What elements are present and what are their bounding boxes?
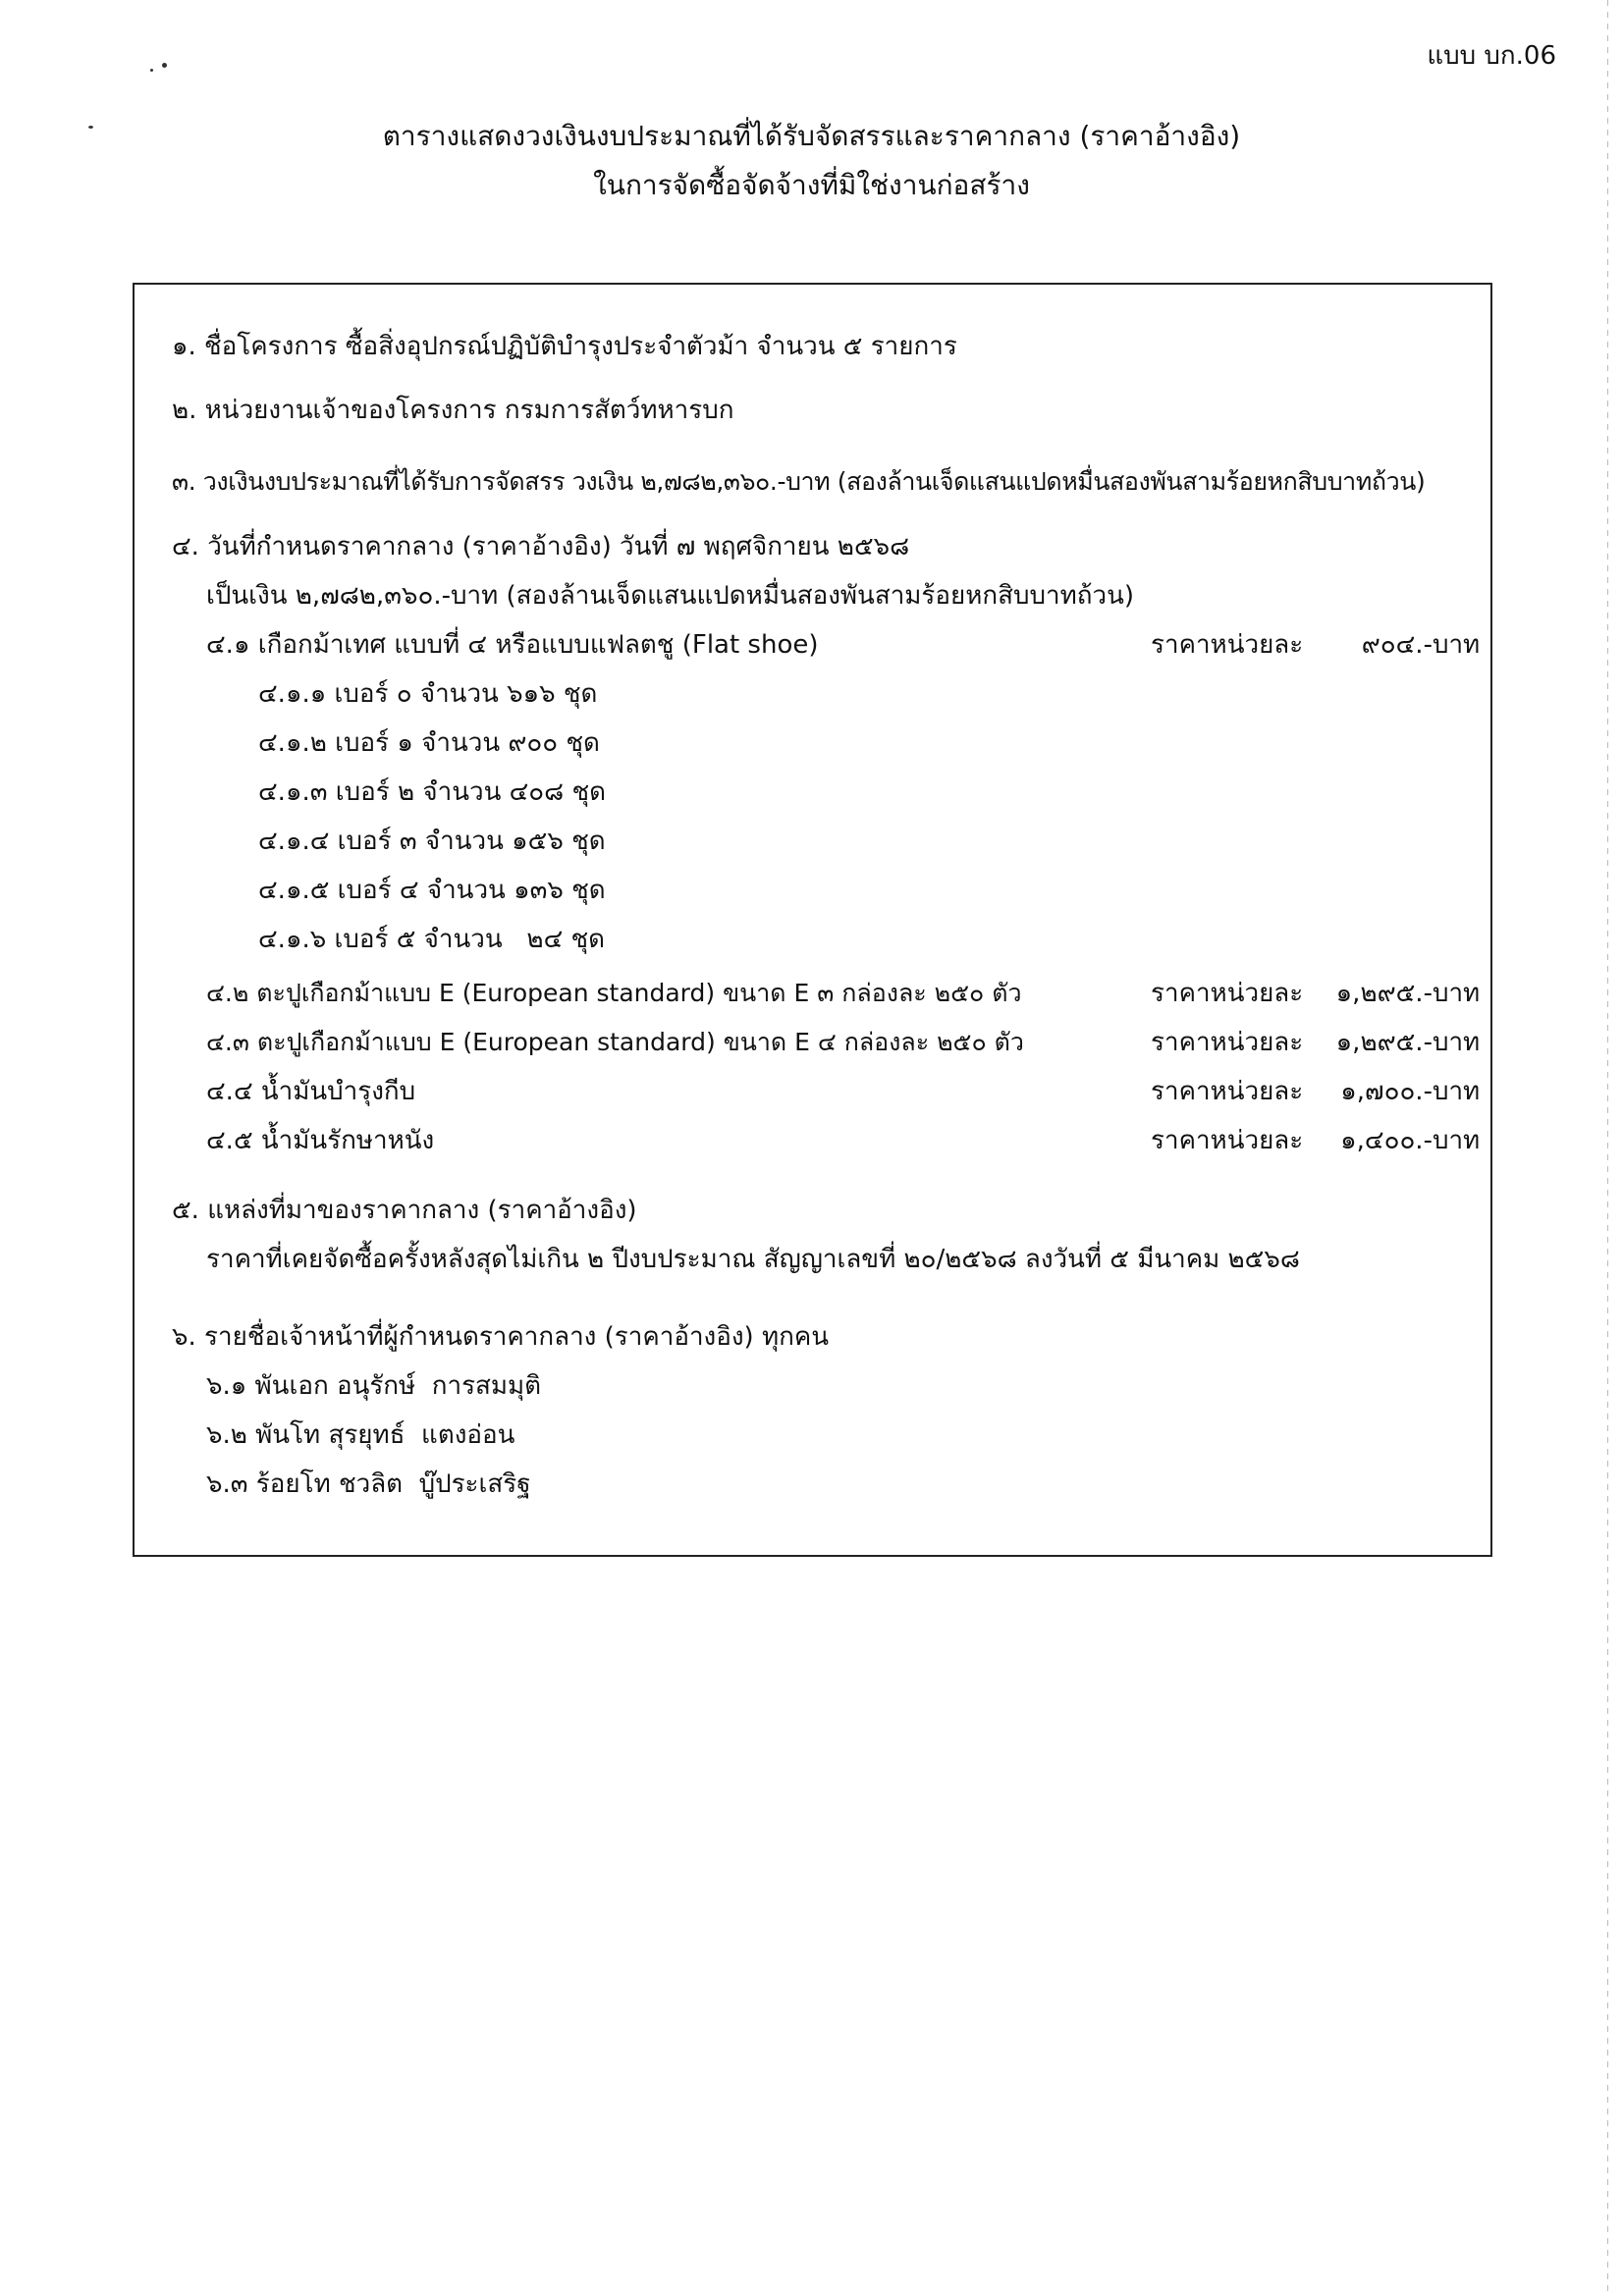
price-4-5	[1151, 1124, 1480, 1157]
unit-price-value: ๑,๔๐๐.-บาท	[1340, 1126, 1481, 1155]
officer-line: ๖.๓ ร้อยโท ชวลิต บู๊ประเสริฐ	[206, 1469, 531, 1499]
size-line: ๔.๑.๔ เบอร์ ๓ จำนวน ๑๕๖ ชุด	[258, 827, 606, 856]
item-4-1-horseshoe: ๔.๑ เกือกม้าเทศ แบบที่ ๔ หรือแบบแฟลตชู (Flat shoe)	[206, 630, 819, 660]
item-4-5-leather-oil: ๔.๕ น้ำมันรักษาหนัง	[206, 1126, 435, 1155]
document-title: ตารางแสดงวงเงินงบประมาณที่ได้รับจัดสรรและราคากลาง (ราคาอ้างอิง)	[382, 120, 1241, 152]
item-3-budget: ๓. วงเงินงบประมาณที่ได้รับการจัดสรร วงเงิน ๒,๗๘๒,๓๖๐.-บาท (สองล้านเจ็ดแสนแปดหมื่นสองพันสามร้อยหกสิบบาทถ้วน)	[172, 467, 1426, 496]
officer-line: ๖.๑ พันเอก อนุรักษ์ การสมมุติ	[206, 1371, 542, 1401]
item-5-price-source: ๕. แหล่งที่มาของราคากลาง (ราคาอ้างอิง)	[172, 1196, 637, 1225]
size-line: ๔.๑.๒ เบอร์ ๑ จำนวน ๙๐๐ ชุด	[258, 728, 600, 758]
item-4-3-nails-e4: ๔.๓ ตะปูเกือกม้าแบบ E (European standard) ขนาด E ๔ กล่องละ ๒๕๐ ตัว	[206, 1028, 1024, 1056]
scan-speck	[150, 69, 153, 72]
unit-price-label: ราคาหน่วยละ	[1151, 979, 1304, 1008]
item-1-project-name: ๑. ชื่อโครงการ ซื้อสิ่งอุปกรณ์ปฏิบัติบำรุงประจำตัวม้า จำนวน ๕ รายการ	[172, 332, 957, 361]
item-4-4-hoof-oil: ๔.๔ น้ำมันบำรุงกีบ	[206, 1077, 416, 1106]
unit-price-label: ราคาหน่วยละ	[1151, 630, 1304, 660]
page-edge-line	[1607, 0, 1608, 2296]
unit-price-value: ๑,๒๙๕.-บาท	[1335, 1028, 1481, 1057]
form-code: แบบ บก.06	[1427, 41, 1556, 71]
unit-price-label: ราคาหน่วยละ	[1151, 1028, 1304, 1057]
item-4-price-date: ๔. วันที่กำหนดราคากลาง (ราคาอ้างอิง) วันที่ ๗ พฤศจิกายน ๒๕๖๘	[172, 532, 910, 561]
item-5-source-detail: ราคาที่เคยจัดซื้อครั้งหลังสุดไม่เกิน ๒ ปีงบประมาณ สัญญาเลขที่ ๒๐/๒๕๖๘ ลงวันที่ ๕ มีนาคม ๒๕๖๘	[206, 1245, 1300, 1274]
scan-speck	[162, 63, 167, 68]
price-4-1	[1151, 628, 1480, 662]
price-4-3	[1151, 1026, 1480, 1059]
size-line: ๔.๑.๕ เบอร์ ๔ จำนวน ๑๓๖ ชุด	[258, 876, 606, 905]
document-subtitle: ในการจัดซื้อจัดจ้างที่มิใช่งานก่อสร้าง	[593, 169, 1030, 201]
item-6-officers: ๖. รายชื่อเจ้าหน้าที่ผู้กำหนดราคากลาง (ราคาอ้างอิง) ทุกคน	[172, 1322, 830, 1352]
unit-price-value: ๙๐๔.-บาท	[1361, 630, 1481, 660]
item-4-2-nails-e3: ๔.๒ ตะปูเกือกม้าแบบ E (European standard) ขนาด E ๓ กล่องละ ๒๕๐ ตัว	[206, 979, 1022, 1007]
item-2-agency: ๒. หน่วยงานเจ้าของโครงการ กรมการสัตว์ทหารบก	[172, 396, 734, 425]
size-line: ๔.๑.๑ เบอร์ ๐ จำนวน ๖๑๖ ชุด	[258, 679, 598, 709]
size-line: ๔.๑.๖ เบอร์ ๕ จำนวน ๒๔ ชุด	[258, 925, 606, 954]
item-4-amount: เป็นเงิน ๒,๗๘๒,๓๖๐.-บาท (สองล้านเจ็ดแสนแปดหมื่นสองพันสามร้อยหกสิบบาทถ้วน)	[206, 581, 1135, 611]
size-line: ๔.๑.๓ เบอร์ ๒ จำนวน ๔๐๘ ชุด	[258, 777, 607, 807]
price-4-4	[1151, 1075, 1480, 1108]
officer-line: ๖.๒ พันโท สุรยุทธ์ แตงอ่อน	[206, 1420, 515, 1450]
unit-price-label: ราคาหน่วยละ	[1151, 1126, 1304, 1155]
unit-price-value: ๑,๗๐๐.-บาท	[1340, 1077, 1481, 1106]
unit-price-value: ๑,๒๙๕.-บาท	[1335, 979, 1481, 1008]
unit-price-label: ราคาหน่วยละ	[1151, 1077, 1304, 1106]
price-4-2	[1151, 977, 1480, 1010]
